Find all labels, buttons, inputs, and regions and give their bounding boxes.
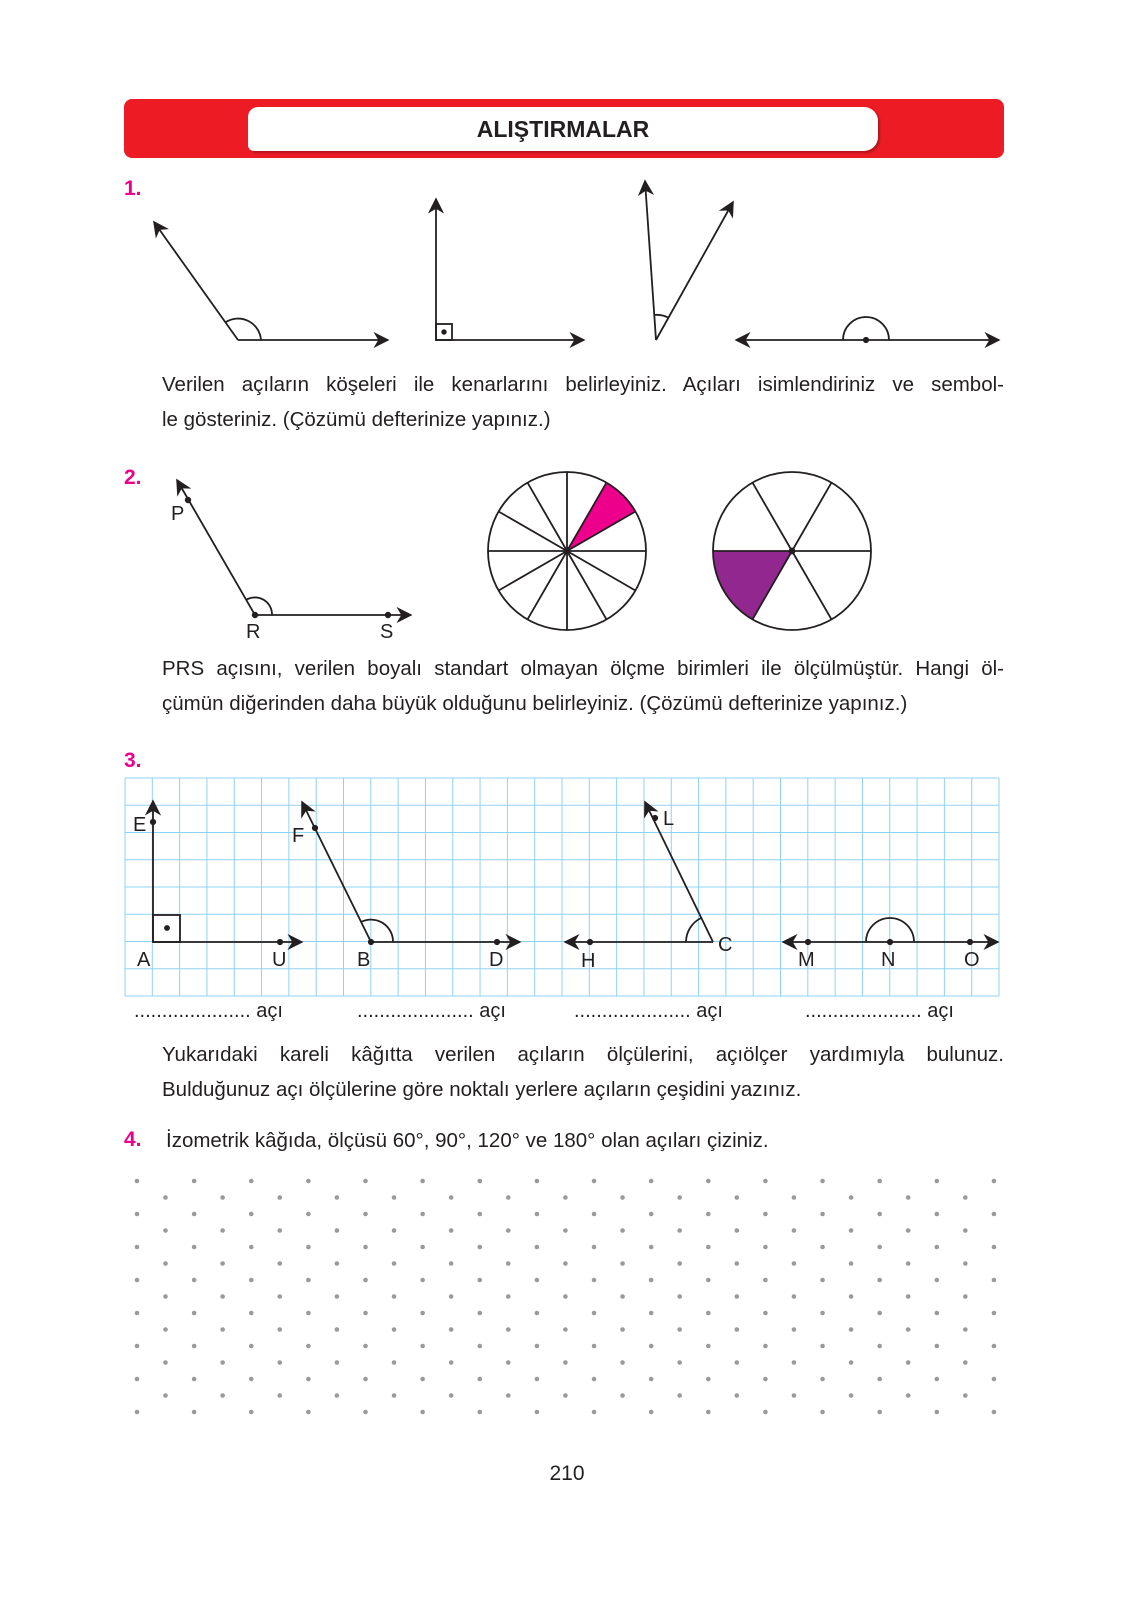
isometric-dot (620, 1294, 625, 1299)
isometric-dot (820, 1311, 825, 1316)
isometric-dot (449, 1360, 454, 1365)
isometric-dot (563, 1294, 568, 1299)
isometric-dot (277, 1393, 282, 1398)
isometric-dot (306, 1179, 311, 1184)
isometric-dot (363, 1311, 368, 1316)
isometric-dot (935, 1179, 940, 1184)
isometric-dot (477, 1344, 482, 1349)
isometric-dot (420, 1212, 425, 1217)
isometric-dot (906, 1261, 911, 1266)
isometric-dot (992, 1410, 997, 1415)
isometric-dot (677, 1327, 682, 1332)
label-n: N (881, 949, 896, 971)
isometric-dot (249, 1377, 254, 1382)
isometric-dot (420, 1344, 425, 1349)
isometric-dot (249, 1212, 254, 1217)
isometric-dot (163, 1294, 168, 1299)
isometric-dot (963, 1261, 968, 1266)
exercise-3-text-line2: Bulduğunuz açı ölçülerine göre noktalı yerlere açıların çeşidini yazınız. (162, 1078, 802, 1101)
isometric-dot (449, 1228, 454, 1233)
isometric-dot (792, 1393, 797, 1398)
isometric-dot (535, 1212, 540, 1217)
isometric-dot (935, 1410, 940, 1415)
isometric-dot (620, 1195, 625, 1200)
isometric-dot (763, 1179, 768, 1184)
isometric-dot (535, 1311, 540, 1316)
isometric-dot (792, 1261, 797, 1266)
answer-blank-2[interactable]: ..................... açı (357, 1000, 506, 1022)
isometric-dot (192, 1245, 197, 1250)
isometric-dot (935, 1278, 940, 1283)
isometric-dot (506, 1261, 511, 1266)
isometric-dot (563, 1360, 568, 1365)
isometric-dot (363, 1377, 368, 1382)
isometric-dot (877, 1311, 882, 1316)
isometric-dot (963, 1228, 968, 1233)
isometric-dot (192, 1311, 197, 1316)
exercise-3-number: 3. (124, 749, 142, 772)
isometric-dot (906, 1195, 911, 1200)
isometric-dot (477, 1278, 482, 1283)
isometric-dot (163, 1195, 168, 1200)
isometric-dot (135, 1344, 140, 1349)
isometric-dot (335, 1195, 340, 1200)
label-s: S (380, 621, 394, 643)
isometric-dot (735, 1393, 740, 1398)
isometric-dot (192, 1377, 197, 1382)
isometric-dot (535, 1179, 540, 1184)
isometric-dot (563, 1327, 568, 1332)
isometric-dot (849, 1327, 854, 1332)
isometric-dot (535, 1245, 540, 1250)
isometric-dot (620, 1360, 625, 1365)
isometric-dot (649, 1245, 654, 1250)
isometric-dot (135, 1245, 140, 1250)
label-f: F (292, 825, 305, 847)
isometric-dot (392, 1294, 397, 1299)
isometric-dot (935, 1245, 940, 1250)
label-r: R (246, 621, 261, 643)
isometric-dot (163, 1228, 168, 1233)
isometric-dot (506, 1360, 511, 1365)
sector-divider (792, 551, 832, 619)
exercise-3-text-line1: Yukarıdaki kareli kâğıtta verilen açıların ölçülerini, açıölçer yardımıyla bulunuz. (162, 1043, 1004, 1066)
isometric-dot (706, 1245, 711, 1250)
isometric-dot (306, 1212, 311, 1217)
isometric-dot (135, 1410, 140, 1415)
exercise-1-number: 1. (124, 177, 142, 200)
isometric-dot (849, 1228, 854, 1233)
isometric-dot (135, 1212, 140, 1217)
isometric-dot (535, 1377, 540, 1382)
isometric-dot (277, 1228, 282, 1233)
isometric-dot (163, 1261, 168, 1266)
isometric-dot (963, 1294, 968, 1299)
isometric-dot (649, 1377, 654, 1382)
label-m: M (798, 949, 815, 971)
six-sector-circle (713, 472, 871, 630)
isometric-dot (906, 1360, 911, 1365)
isometric-dot (535, 1410, 540, 1415)
isometric-dot (477, 1212, 482, 1217)
isometric-dot (763, 1212, 768, 1217)
isometric-dot (363, 1410, 368, 1415)
isometric-dot (706, 1212, 711, 1217)
sector-divider (499, 551, 567, 591)
isometric-dot (335, 1393, 340, 1398)
exercise-1-text-line1: Verilen açıların köşeleri ile kenarlarını belirleyiniz. Açıları isimlendiriniz ve sembol- (162, 373, 1004, 396)
isometric-dot (849, 1261, 854, 1266)
isometric-dot (849, 1294, 854, 1299)
isometric-dot (535, 1278, 540, 1283)
isometric-dot (620, 1393, 625, 1398)
isometric-dot (449, 1327, 454, 1332)
isometric-dot (963, 1360, 968, 1365)
isometric-dot (877, 1245, 882, 1250)
isometric-dot (706, 1410, 711, 1415)
isometric-dot (820, 1344, 825, 1349)
exercise-4-number: 4. (124, 1128, 142, 1151)
isometric-dot (392, 1195, 397, 1200)
answer-blank-4[interactable]: ..................... açı (805, 1000, 954, 1022)
isometric-dot (992, 1344, 997, 1349)
isometric-dot (477, 1377, 482, 1382)
obtuse-angle-figure (154, 222, 388, 340)
page-number: 210 (549, 1462, 585, 1485)
isometric-dot (792, 1360, 797, 1365)
isometric-dot (792, 1294, 797, 1299)
isometric-dot (335, 1261, 340, 1266)
isometric-dot (935, 1212, 940, 1217)
isometric-dot (392, 1393, 397, 1398)
isometric-dot (592, 1245, 597, 1250)
isometric-dot (249, 1410, 254, 1415)
isometric-dot (877, 1212, 882, 1217)
isometric-dot (735, 1228, 740, 1233)
label-l: L (663, 808, 675, 830)
isometric-dot (592, 1377, 597, 1382)
isometric-dot (935, 1311, 940, 1316)
isometric-dot (506, 1393, 511, 1398)
sector-divider (528, 483, 568, 551)
isometric-dot (963, 1327, 968, 1332)
exercise-1-text-line2: le gösteriniz. (Çözümü defterinize yapınız.) (162, 408, 551, 431)
acute-angle-figure (645, 181, 733, 340)
isometric-dot (506, 1327, 511, 1332)
isometric-dot (877, 1278, 882, 1283)
isometric-dot (935, 1377, 940, 1382)
page-title: ALIŞTIRMALAR (476, 116, 650, 142)
isometric-dot (163, 1327, 168, 1332)
isometric-dot (192, 1410, 197, 1415)
isometric-dot (220, 1195, 225, 1200)
isometric-dot (220, 1327, 225, 1332)
isometric-dot (249, 1311, 254, 1316)
exercise-1-text (162, 367, 1004, 437)
isometric-dot (249, 1344, 254, 1349)
isometric-dot (763, 1377, 768, 1382)
isometric-dot (649, 1311, 654, 1316)
isometric-dot (220, 1228, 225, 1233)
isometric-dot (135, 1377, 140, 1382)
exercise-2-text (162, 651, 1004, 721)
isometric-dot (963, 1393, 968, 1398)
isometric-dot (649, 1410, 654, 1415)
isometric-dot (792, 1228, 797, 1233)
isometric-dot (363, 1245, 368, 1250)
isometric-dot (706, 1344, 711, 1349)
isometric-dot (706, 1278, 711, 1283)
isometric-dot (906, 1294, 911, 1299)
isometric-dot (477, 1245, 482, 1250)
exercise-2-text-line2: çümün diğerinden daha büyük olduğunu belirleyiniz. (Çözümü defterinize yapınız.) (162, 692, 908, 715)
isometric-dot (306, 1278, 311, 1283)
isometric-dot (335, 1228, 340, 1233)
isometric-dot (449, 1393, 454, 1398)
isometric-dot (277, 1294, 282, 1299)
label-o: O (964, 949, 980, 971)
isometric-dot (420, 1179, 425, 1184)
sector-divider (567, 551, 607, 619)
isometric-dot (820, 1410, 825, 1415)
label-u: U (272, 949, 287, 971)
isometric-dot (563, 1393, 568, 1398)
isometric-dot (420, 1377, 425, 1382)
isometric-dot (963, 1195, 968, 1200)
angle-mno-figure (783, 918, 998, 944)
isometric-dot (677, 1228, 682, 1233)
exercise-2-number: 2. (124, 466, 142, 489)
isometric-dot (992, 1179, 997, 1184)
isometric-dot (992, 1311, 997, 1316)
isometric-dot (763, 1245, 768, 1250)
exercise-2-text-line1: PRS açısını, verilen boyalı standart olmayan ölçme birimleri ile ölçülmüştür. Hangi öl- (162, 657, 1004, 680)
isometric-dot (649, 1344, 654, 1349)
isometric-dot (477, 1311, 482, 1316)
label-p: P (171, 503, 185, 525)
isometric-dot (763, 1311, 768, 1316)
sector-divider (792, 483, 832, 551)
isometric-dot (392, 1228, 397, 1233)
isometric-dot (849, 1393, 854, 1398)
isometric-dot (420, 1311, 425, 1316)
isometric-dot (249, 1278, 254, 1283)
isometric-dot (306, 1311, 311, 1316)
isometric-dot (135, 1311, 140, 1316)
isometric-dot-paper[interactable] (135, 1179, 997, 1415)
twelve-sector-circle (488, 472, 646, 630)
isometric-dot (906, 1228, 911, 1233)
sector-divider (528, 551, 568, 619)
isometric-dot (763, 1278, 768, 1283)
isometric-dot (592, 1311, 597, 1316)
isometric-dot (735, 1261, 740, 1266)
isometric-dot (192, 1212, 197, 1217)
square-grid-paper (125, 778, 999, 996)
center-point (790, 549, 795, 554)
isometric-dot (306, 1377, 311, 1382)
isometric-dot (935, 1344, 940, 1349)
isometric-dot (763, 1344, 768, 1349)
isometric-dot (992, 1212, 997, 1217)
isometric-dot (535, 1344, 540, 1349)
isometric-dot (477, 1179, 482, 1184)
isometric-dot (277, 1261, 282, 1266)
isometric-dot (420, 1245, 425, 1250)
exercise-3-text (162, 1037, 1004, 1107)
isometric-dot (792, 1327, 797, 1332)
prs-angle-figure (177, 480, 411, 617)
isometric-dot (763, 1410, 768, 1415)
isometric-dot (735, 1327, 740, 1332)
isometric-dot (420, 1410, 425, 1415)
isometric-dot (677, 1294, 682, 1299)
right-angle-figure (436, 199, 584, 340)
isometric-dot (306, 1344, 311, 1349)
isometric-dot (592, 1278, 597, 1283)
angle-lch-figure (565, 802, 713, 944)
isometric-dot (277, 1195, 282, 1200)
isometric-dot (277, 1327, 282, 1332)
isometric-dot (192, 1278, 197, 1283)
isometric-dot (677, 1261, 682, 1266)
isometric-dot (363, 1212, 368, 1217)
isometric-dot (392, 1327, 397, 1332)
isometric-dot (906, 1393, 911, 1398)
answer-blank-3[interactable]: ..................... açı (574, 1000, 723, 1022)
sector-divider (499, 512, 567, 552)
isometric-dot (192, 1344, 197, 1349)
isometric-dot (820, 1212, 825, 1217)
isometric-dot (220, 1294, 225, 1299)
isometric-dot (392, 1360, 397, 1365)
isometric-dot (877, 1179, 882, 1184)
sector-divider (753, 483, 793, 551)
isometric-dot (563, 1228, 568, 1233)
isometric-dot (306, 1410, 311, 1415)
isometric-dot (877, 1410, 882, 1415)
isometric-dot (592, 1344, 597, 1349)
isometric-dot (506, 1195, 511, 1200)
isometric-dot (592, 1212, 597, 1217)
isometric-dot (677, 1393, 682, 1398)
isometric-dot (592, 1179, 597, 1184)
isometric-dot (563, 1195, 568, 1200)
isometric-dot (563, 1261, 568, 1266)
isometric-dot (477, 1410, 482, 1415)
isometric-dot (192, 1179, 197, 1184)
isometric-dot (992, 1245, 997, 1250)
isometric-dot (735, 1294, 740, 1299)
label-d: D (489, 949, 504, 971)
isometric-dot (335, 1360, 340, 1365)
isometric-dot (735, 1360, 740, 1365)
center-point (565, 549, 570, 554)
isometric-dot (506, 1294, 511, 1299)
isometric-dot (620, 1327, 625, 1332)
answer-blank-1[interactable]: ..................... açı (134, 1000, 283, 1022)
isometric-dot (220, 1261, 225, 1266)
isometric-dot (163, 1360, 168, 1365)
label-e: E (133, 814, 147, 836)
isometric-dot (449, 1261, 454, 1266)
isometric-dot (849, 1195, 854, 1200)
isometric-dot (592, 1410, 597, 1415)
isometric-dot (677, 1360, 682, 1365)
isometric-dot (335, 1327, 340, 1332)
isometric-dot (849, 1360, 854, 1365)
isometric-dot (163, 1393, 168, 1398)
isometric-dot (363, 1344, 368, 1349)
isometric-dot (877, 1377, 882, 1382)
isometric-dot (363, 1278, 368, 1283)
isometric-dot (877, 1344, 882, 1349)
straight-angle-figure (736, 317, 999, 342)
isometric-dot (620, 1228, 625, 1233)
angle-eau-figure (151, 801, 305, 944)
isometric-dot (677, 1195, 682, 1200)
isometric-dot (363, 1179, 368, 1184)
isometric-dot (506, 1228, 511, 1233)
isometric-dot (820, 1377, 825, 1382)
isometric-dot (335, 1294, 340, 1299)
exercise-4-text: İzometrik kâğıda, ölçüsü 60°, 90°, 120° ve 180° olan açıları çiziniz. (166, 1129, 769, 1152)
isometric-dot (135, 1179, 140, 1184)
shaded-sector (713, 551, 792, 619)
isometric-dot (249, 1179, 254, 1184)
isometric-dot (649, 1278, 654, 1283)
isometric-dot (649, 1179, 654, 1184)
label-b: B (357, 949, 371, 971)
isometric-dot (792, 1195, 797, 1200)
isometric-dot (820, 1278, 825, 1283)
label-c: C (718, 934, 733, 956)
isometric-dot (249, 1245, 254, 1250)
isometric-dot (220, 1360, 225, 1365)
isometric-dot (706, 1377, 711, 1382)
isometric-dot (735, 1195, 740, 1200)
isometric-dot (449, 1294, 454, 1299)
isometric-dot (135, 1278, 140, 1283)
isometric-dot (706, 1179, 711, 1184)
isometric-dot (449, 1195, 454, 1200)
isometric-dot (820, 1179, 825, 1184)
isometric-dot (906, 1327, 911, 1332)
label-a: A (137, 949, 151, 971)
isometric-dot (277, 1360, 282, 1365)
isometric-dot (420, 1278, 425, 1283)
isometric-dot (649, 1212, 654, 1217)
isometric-dot (306, 1245, 311, 1250)
isometric-dot (220, 1393, 225, 1398)
isometric-dot (820, 1245, 825, 1250)
isometric-dot (706, 1311, 711, 1316)
isometric-dot (992, 1278, 997, 1283)
sector-divider (567, 551, 635, 591)
isometric-dot (620, 1261, 625, 1266)
angle-fbd-figure (302, 802, 520, 944)
label-h: H (581, 950, 596, 972)
isometric-dot (992, 1377, 997, 1382)
isometric-dot (392, 1261, 397, 1266)
